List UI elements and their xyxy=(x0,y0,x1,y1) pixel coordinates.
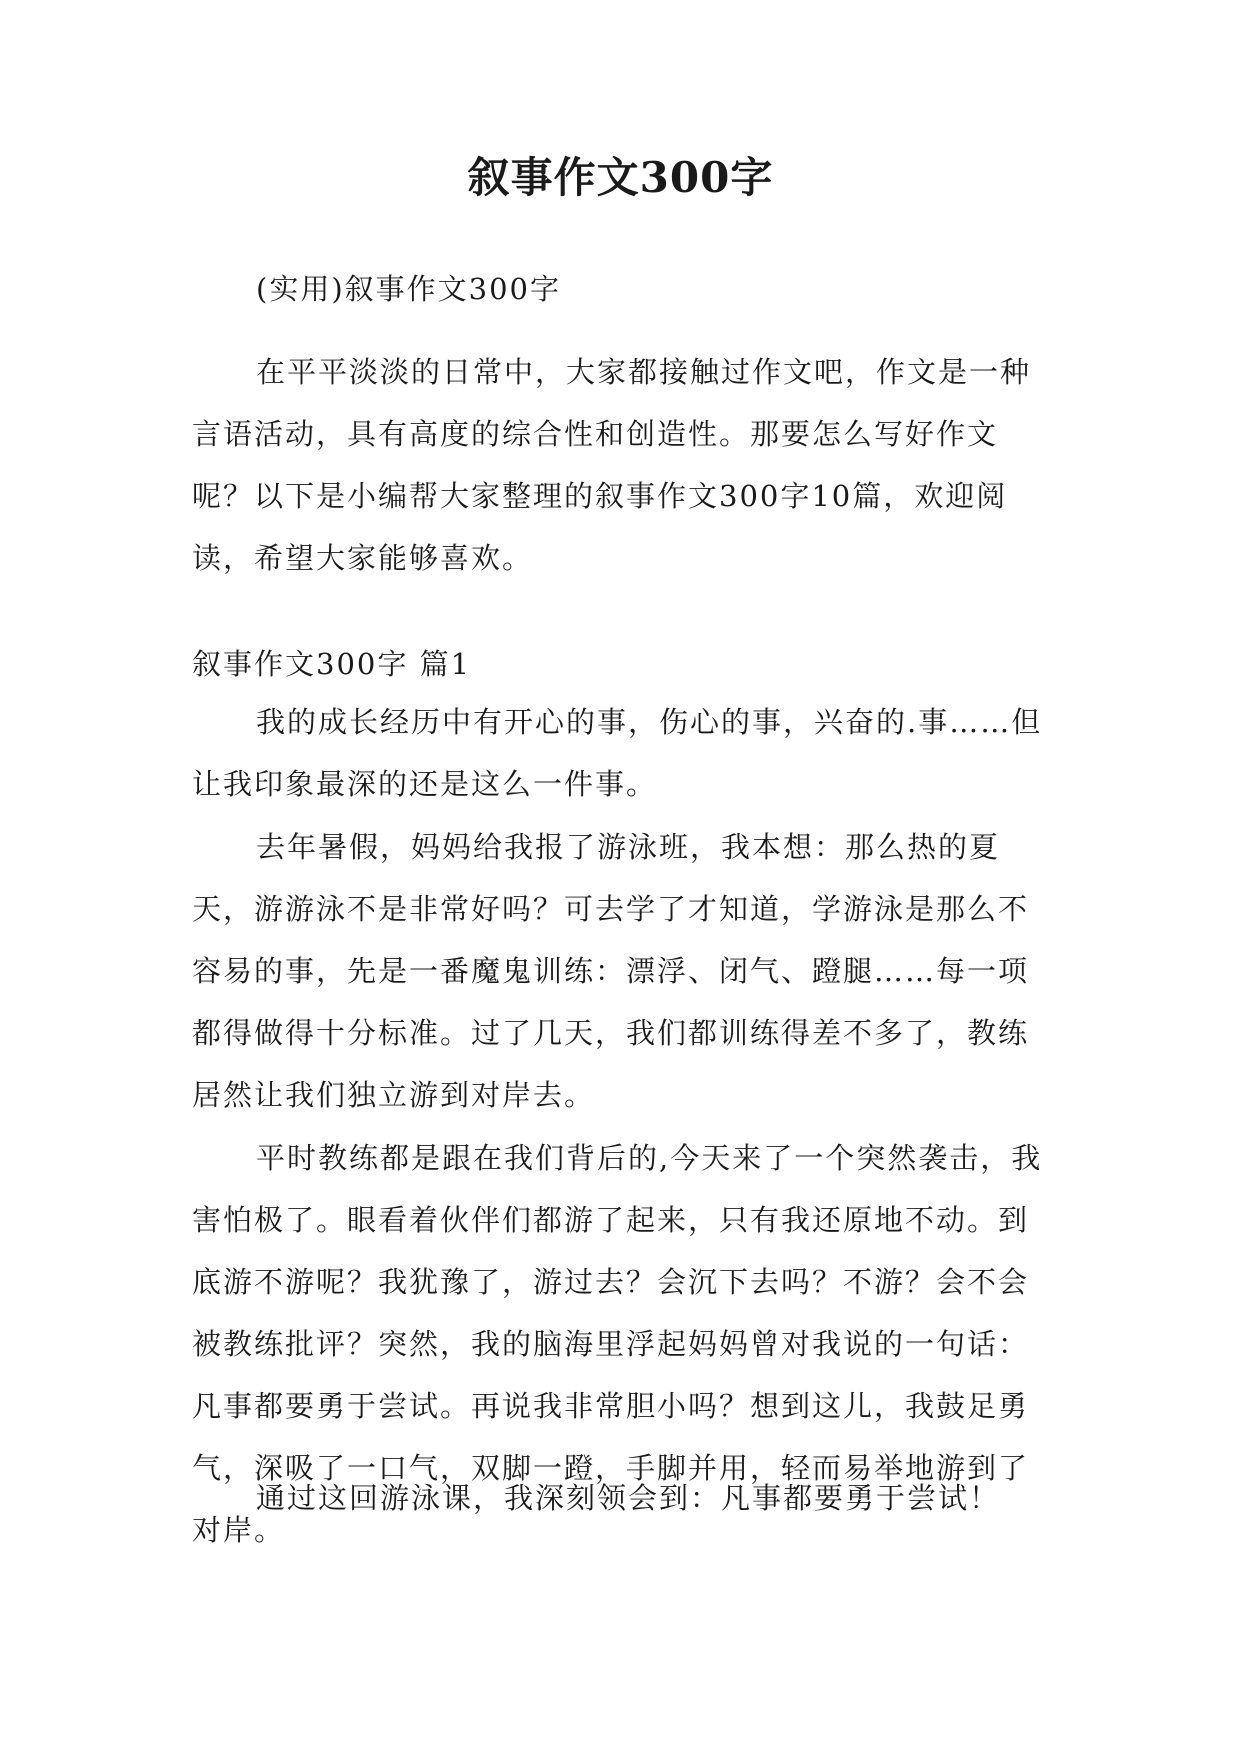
body-paragraph-2: 去年暑假，妈妈给我报了游泳班，我本想：那么热的夏天，游游泳不是非常好吗？可去学了才知道，学游泳是那么不容易的事，先是一番魔鬼训练：漂浮、闭气、蹬腿……每一项都得做得十分标准。过了几天，我们都训练得差不多了，教练居然让我们独立游到对岸去。 xyxy=(192,830,1030,1112)
document-subtitle: (实用)叙事作文300字 xyxy=(256,272,561,306)
body-paragraph-4: 通过这回游泳课，我深刻领会到：凡事都要勇于尝试！ xyxy=(256,1481,1001,1515)
intro-paragraph: 在平平淡淡的日常中，大家都接触过作文吧，作文是一种言语活动，具有高度的综合性和创造性。那要怎么写好作文呢？以下是小编帮大家整理的叙事作文300字10篇，欢迎阅读，希望大家能够喜欢。 xyxy=(192,355,1032,575)
section-heading: 叙事作文300字 篇1 xyxy=(192,647,472,681)
body-paragraph-1: 我的成长经历中有开心的事，伤心的事，兴奋的.事……但让我印象最深的还是这么一件事。 xyxy=(192,705,1043,801)
body-paragraph-3: 平时教练都是跟在我们背后的,今天来了一个突然袭击，我害怕极了。眼看着伙伴们都游了起来，只有我还原地不动。到底游不游呢？我犹豫了，游过去？会沉下去吗？不游？会不会被教练批评？突然，我的脑海里浮起妈妈曾对我说的一句话：凡事都要勇于尝试。再说我非常胆小吗？想到这儿，我鼓足勇气，深吸了一口气，双脚一蹬，手脚并用，轻而易举地游到了对岸。 xyxy=(192,1141,1043,1547)
document-title: 叙事作文300字 xyxy=(467,153,774,202)
